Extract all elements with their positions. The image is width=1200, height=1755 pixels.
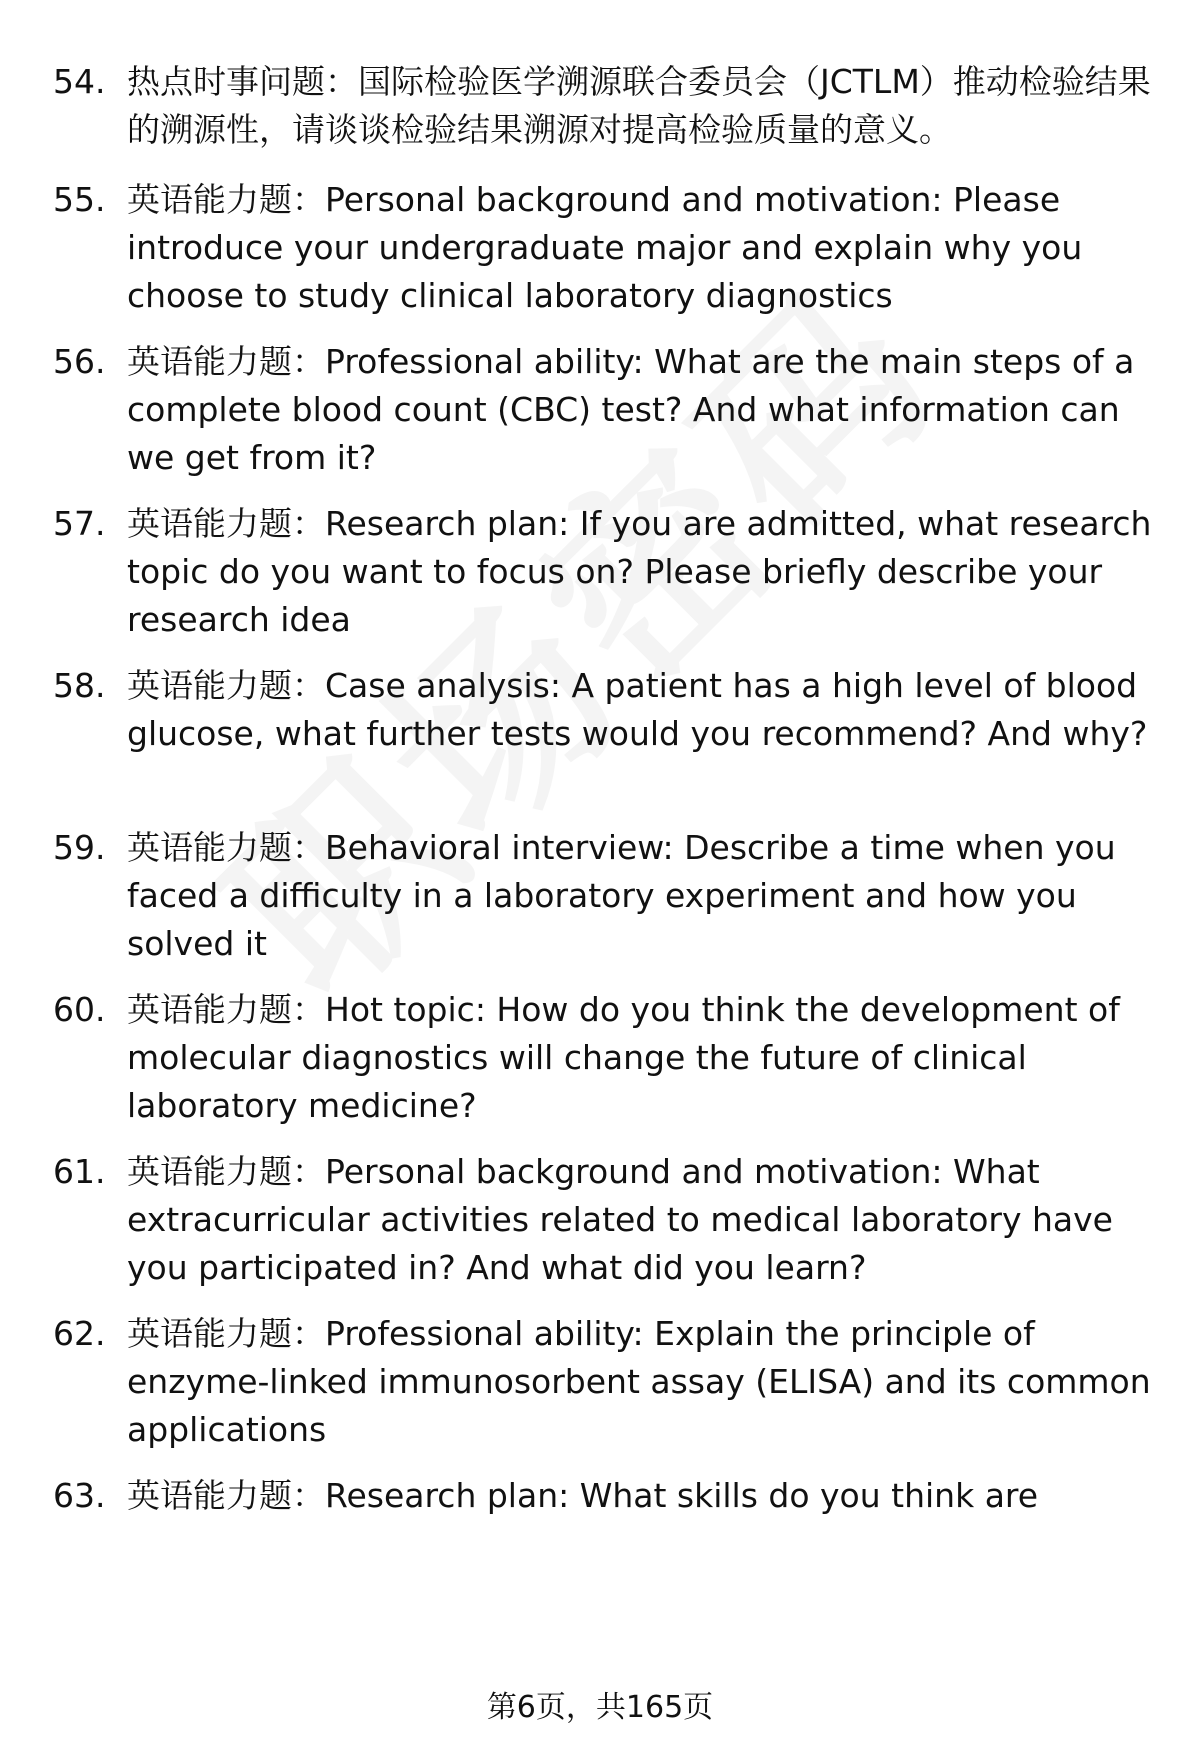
question-number: 62. bbox=[53, 1314, 106, 1353]
question-text: 英语能力题：Personal background and motivation: What extracurricular activities related to medical laboratory have you participated in? And what did you learn? bbox=[127, 1152, 1113, 1287]
question-number: 59. bbox=[53, 828, 106, 867]
question-text: 热点时事问题：国际检验医学溯源联合委员会（JCTLM）推动检验结果的溯源性，请谈谈检验结果溯源对提高检验质量的意义。 bbox=[127, 62, 1151, 149]
question-number: 55. bbox=[53, 180, 106, 219]
question-text: 英语能力题：Research plan: If you are admitted, what research topic do you want to focus on? Please briefly describe your research idea bbox=[127, 504, 1152, 639]
question-number: 58. bbox=[53, 666, 106, 705]
page-number: 第6页，共165页 bbox=[486, 1690, 714, 1725]
question-text: 英语能力题：Personal background and motivation: Please introduce your undergraduate major and explain why you choose to study clinical laboratory diagnostics bbox=[127, 180, 1083, 315]
question-number: 56. bbox=[53, 342, 106, 381]
question-text: 英语能力题：Hot topic: How do you think the development of molecular diagnostics will change the future of clinical laboratory medicine? bbox=[127, 990, 1120, 1125]
question-number: 60. bbox=[53, 990, 106, 1029]
question-number: 57. bbox=[53, 504, 106, 543]
question-text: 英语能力题：Case analysis: A patient has a high level of blood glucose, what further tests would you recommend? And why? bbox=[127, 666, 1148, 753]
question-number: 54. bbox=[53, 62, 106, 101]
question-text: 英语能力题：Professional ability: What are the main steps of a complete blood count (CBC) test? And what information can we get from it? bbox=[127, 342, 1135, 477]
question-number: 63. bbox=[53, 1476, 106, 1515]
question-number: 61. bbox=[53, 1152, 106, 1191]
question-text: 英语能力题：Research plan: What skills do you think are bbox=[127, 1476, 1039, 1515]
question-text: 英语能力题：Professional ability: Explain the principle of enzyme-linked immunosorbent assay (ELISA) and its common applications bbox=[127, 1314, 1151, 1449]
question-text: 英语能力题：Behavioral interview: Describe a time when you faced a difficulty in a laboratory experiment and how you solved it bbox=[127, 828, 1116, 963]
